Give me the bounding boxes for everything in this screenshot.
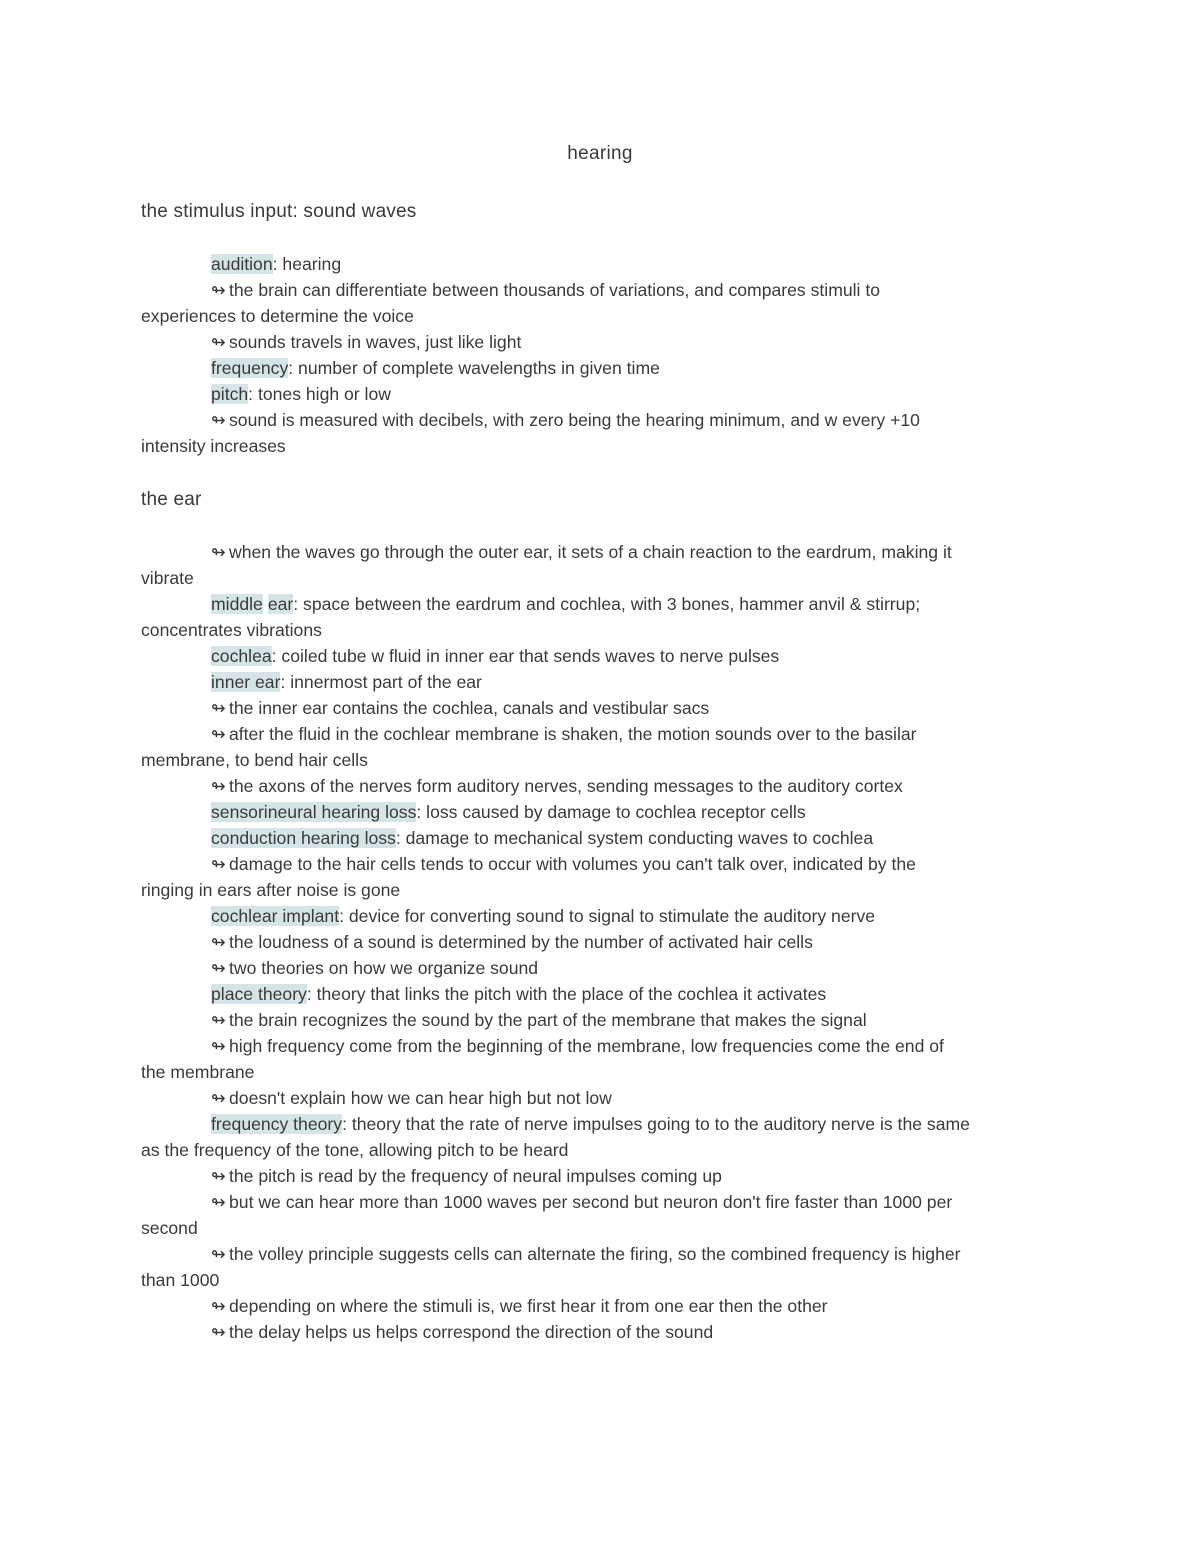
highlighted-term: audition bbox=[211, 254, 273, 274]
line-text: than 1000 bbox=[141, 1270, 220, 1290]
section-body-ear bbox=[141, 539, 1071, 1345]
line-text: two theories on how we organize sound bbox=[229, 958, 539, 978]
definition-line bbox=[141, 381, 1071, 407]
arrow-bullet-icon: ↬ bbox=[211, 332, 231, 352]
line-text: when the waves go through the outer ear, it sets of a chain reaction to the eardrum, making it bbox=[229, 542, 952, 562]
definition-line bbox=[141, 903, 1071, 929]
line-text: depending on where the stimuli is, we first hear it from one ear then the other bbox=[229, 1296, 828, 1316]
arrow-bullet-icon: ↬ bbox=[211, 542, 231, 562]
line-text: : number of complete wavelengths in given time bbox=[288, 358, 660, 378]
note-line bbox=[141, 277, 1071, 303]
line-text: ringing in ears after noise is gone bbox=[141, 880, 401, 900]
definition-line bbox=[141, 669, 1071, 695]
arrow-bullet-icon: ↬ bbox=[211, 854, 231, 874]
line-text: vibrate bbox=[141, 568, 194, 588]
note-line bbox=[141, 1007, 1071, 1033]
section-heading-stimulus: the stimulus input: sound waves bbox=[141, 201, 417, 222]
highlighted-term: sensorineural hearing loss bbox=[211, 802, 417, 822]
definition-line bbox=[141, 981, 1071, 1007]
note-line bbox=[141, 1085, 1071, 1111]
line-text: : theory that links the pitch with the place of the cochlea it activates bbox=[306, 984, 827, 1004]
line-text: the delay helps us helps correspond the direction of the sound bbox=[229, 1322, 714, 1342]
line-text: but we can hear more than 1000 waves per second but neuron don't fire faster than 1000 per bbox=[229, 1192, 953, 1212]
definition-line bbox=[141, 355, 1071, 381]
line-text: : theory that the rate of nerve impulses going to to the auditory nerve is the same bbox=[342, 1114, 970, 1134]
arrow-bullet-icon: ↬ bbox=[211, 1296, 231, 1316]
line-text: experiences to determine the voice bbox=[141, 306, 414, 326]
note-line bbox=[141, 773, 1071, 799]
line-text: the axons of the nerves form auditory nerves, sending messages to the auditory cortex bbox=[229, 776, 903, 796]
arrow-bullet-icon: ↬ bbox=[211, 958, 231, 978]
line-text: after the fluid in the cochlear membrane is shaken, the motion sounds over to the basilar bbox=[229, 724, 917, 744]
definition-line bbox=[141, 825, 1071, 851]
highlighted-term: frequency bbox=[211, 358, 289, 378]
line-text: sound is measured with decibels, with zero being the hearing minimum, and w every +10 bbox=[229, 410, 920, 430]
line-text: membrane, to bend hair cells bbox=[141, 750, 368, 770]
note-line bbox=[141, 877, 1071, 903]
section-heading-ear: the ear bbox=[141, 489, 202, 510]
definition-line bbox=[141, 251, 1071, 277]
note-line bbox=[141, 1137, 1071, 1163]
highlighted-term: middle bbox=[211, 594, 263, 614]
note-line bbox=[141, 1059, 1071, 1085]
line-text: doesn't explain how we can hear high but not low bbox=[229, 1088, 612, 1108]
document-title: hearing bbox=[567, 143, 633, 164]
line-text: : device for converting sound to signal to stimulate the auditory nerve bbox=[339, 906, 876, 926]
definition-line bbox=[141, 643, 1071, 669]
line-text: the brain can differentiate between thousands of variations, and compares stimuli to bbox=[229, 280, 881, 300]
line-text: : tones high or low bbox=[248, 384, 391, 404]
highlighted-term: frequency theory bbox=[211, 1114, 343, 1134]
note-line bbox=[141, 303, 1071, 329]
highlighted-term: inner ear bbox=[211, 672, 281, 692]
note-line bbox=[141, 929, 1071, 955]
line-text: sounds travels in waves, just like light bbox=[229, 332, 522, 352]
line-text: : space between the eardrum and cochlea, with 3 bones, hammer anvil & stirrup; bbox=[293, 594, 921, 614]
note-line bbox=[141, 433, 1071, 459]
arrow-bullet-icon: ↬ bbox=[211, 932, 231, 952]
line-text: : innermost part of the ear bbox=[280, 672, 482, 692]
note-line bbox=[141, 539, 1071, 565]
line-text: second bbox=[141, 1218, 198, 1238]
note-line bbox=[141, 1189, 1071, 1215]
arrow-bullet-icon: ↬ bbox=[211, 1088, 231, 1108]
note-line bbox=[141, 1293, 1071, 1319]
note-line bbox=[141, 1163, 1071, 1189]
definition-line bbox=[141, 1111, 1071, 1137]
line-text: the loudness of a sound is determined by the number of activated hair cells bbox=[229, 932, 813, 952]
arrow-bullet-icon: ↬ bbox=[211, 1192, 231, 1212]
note-line bbox=[141, 565, 1071, 591]
arrow-bullet-icon: ↬ bbox=[211, 776, 231, 796]
line-text: as the frequency of the tone, allowing pitch to be heard bbox=[141, 1140, 569, 1160]
line-text: high frequency come from the beginning of the membrane, low frequencies come the end of bbox=[229, 1036, 944, 1056]
note-line bbox=[141, 955, 1071, 981]
note-line bbox=[141, 695, 1071, 721]
line-text: the pitch is read by the frequency of neural impulses coming up bbox=[229, 1166, 722, 1186]
arrow-bullet-icon: ↬ bbox=[211, 410, 231, 430]
highlighted-term: cochlea bbox=[211, 646, 272, 666]
section-body-stimulus bbox=[141, 251, 1071, 459]
note-line bbox=[141, 1241, 1071, 1267]
arrow-bullet-icon: ↬ bbox=[211, 698, 231, 718]
line-text: : loss caused by damage to cochlea receptor cells bbox=[416, 802, 806, 822]
note-line bbox=[141, 1215, 1071, 1241]
highlighted-term: ear bbox=[267, 594, 294, 614]
highlighted-term: pitch bbox=[211, 384, 249, 404]
line-text: concentrates vibrations bbox=[141, 620, 322, 640]
highlighted-term: place theory bbox=[211, 984, 307, 1004]
arrow-bullet-icon: ↬ bbox=[211, 280, 231, 300]
line-text: intensity increases bbox=[141, 436, 286, 456]
note-line bbox=[141, 407, 1071, 433]
line-text: the brain recognizes the sound by the part of the membrane that makes the signal bbox=[229, 1010, 867, 1030]
arrow-bullet-icon: ↬ bbox=[211, 724, 231, 744]
arrow-bullet-icon: ↬ bbox=[211, 1244, 231, 1264]
line-text: the inner ear contains the cochlea, canals and vestibular sacs bbox=[229, 698, 710, 718]
note-line bbox=[141, 721, 1071, 747]
arrow-bullet-icon: ↬ bbox=[211, 1036, 231, 1056]
highlighted-term: conduction hearing loss bbox=[211, 828, 396, 848]
note-line bbox=[141, 851, 1071, 877]
line-text: : hearing bbox=[272, 254, 342, 274]
note-line bbox=[141, 1033, 1071, 1059]
definition-line bbox=[141, 591, 1071, 617]
note-line bbox=[141, 1319, 1071, 1345]
note-line bbox=[141, 617, 1071, 643]
arrow-bullet-icon: ↬ bbox=[211, 1166, 231, 1186]
line-text: : damage to mechanical system conducting waves to cochlea bbox=[395, 828, 874, 848]
line-text: damage to the hair cells tends to occur with volumes you can't talk over, indicated by the bbox=[229, 854, 916, 874]
line-text: : coiled tube w fluid in inner ear that sends waves to nerve pulses bbox=[271, 646, 780, 666]
line-text: the volley principle suggests cells can alternate the firing, so the combined frequency is higher bbox=[229, 1244, 961, 1264]
arrow-bullet-icon: ↬ bbox=[211, 1322, 231, 1342]
highlighted-term: cochlear implant bbox=[211, 906, 340, 926]
note-line bbox=[141, 1267, 1071, 1293]
definition-line bbox=[141, 799, 1071, 825]
note-line bbox=[141, 329, 1071, 355]
line-text: the membrane bbox=[141, 1062, 255, 1082]
arrow-bullet-icon: ↬ bbox=[211, 1010, 231, 1030]
note-line bbox=[141, 747, 1071, 773]
